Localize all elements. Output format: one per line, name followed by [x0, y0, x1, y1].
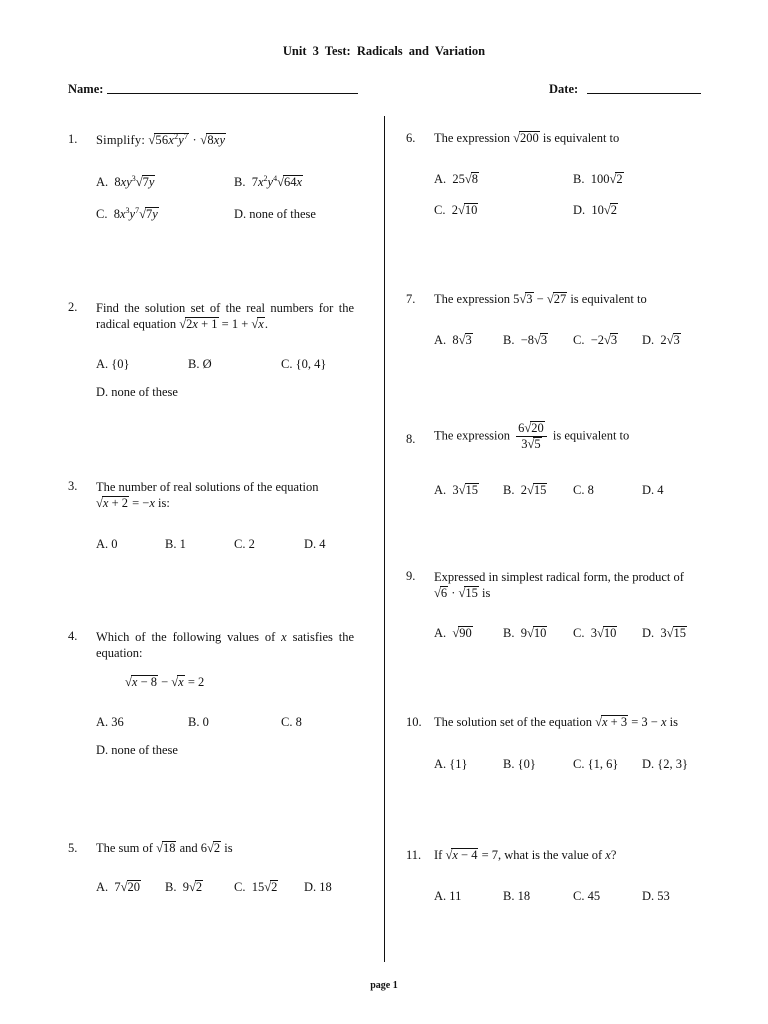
q3-option-a[interactable]: A. 0 [96, 537, 118, 551]
column-divider [384, 116, 385, 962]
q11-option-a[interactable]: A. 11 [434, 889, 462, 903]
q8-option-d[interactable]: D. 4 [642, 483, 664, 497]
q7-option-d[interactable]: D. 2√3 [642, 333, 680, 347]
q10-text: The solution set of the equation √x + 3 = 3 − x is [434, 715, 678, 729]
q10-option-c[interactable]: C. {1, 6} [573, 757, 619, 771]
q9-text: Expressed in simplest radical form, the product of √6 · √15 is [434, 570, 684, 600]
q7-option-a[interactable]: A. 8√3 [434, 333, 472, 347]
q4-option-b[interactable]: B. 0 [188, 715, 209, 729]
q10-option-d[interactable]: D. {2, 3} [642, 757, 689, 771]
q4-option-c[interactable]: C. 8 [281, 715, 302, 729]
q6-text: The expression √200 is equivalent to [434, 131, 620, 145]
q7-option-b[interactable]: B. −8√3 [503, 333, 548, 347]
q3-option-d[interactable]: D. 4 [304, 537, 326, 551]
q10-option-a[interactable]: A. {1} [434, 757, 468, 771]
q6-option-d[interactable]: D. 10√2 [573, 203, 618, 217]
q2-option-b[interactable]: B. Ø [188, 357, 212, 371]
q4-number: 4. [68, 629, 78, 643]
q2-number: 2. [68, 300, 78, 314]
q10-number: 10. [406, 715, 422, 729]
q7-number: 7. [406, 292, 416, 306]
q5-option-c[interactable]: C. 15√2 [234, 880, 278, 894]
q9-option-b[interactable]: B. 9√10 [503, 626, 547, 640]
q2-text: Find the solution set of the real numbers for the radical equation √2x + 1 = 1 + √x. [96, 301, 354, 331]
q3-number: 3. [68, 479, 78, 493]
q1-number: 1. [68, 132, 78, 146]
q7-text: The expression 5√3 − √27 is equivalent to [434, 292, 647, 306]
q8-number: 8. [406, 432, 416, 446]
q5-text: The sum of √18 and 6√2 is [96, 841, 233, 855]
q8-option-a[interactable]: A. 3√15 [434, 483, 479, 497]
q1-option-c[interactable]: C. $8x^3y^7√7y$ [96, 205, 158, 221]
q11-number: 11. [406, 848, 422, 862]
q1-text: Simplify: $√56x^2y^7 \cdot √8xy$ [96, 131, 226, 147]
q9-option-c[interactable]: C. 3√10 [573, 626, 617, 640]
q5-option-b[interactable]: B. 9√2 [165, 880, 203, 894]
q8-option-c[interactable]: C. 8 [573, 483, 594, 497]
q3-option-c[interactable]: C. 2 [234, 537, 255, 551]
q1-option-a[interactable]: A. $8xy^3√7y$ [96, 173, 155, 189]
name-line[interactable] [107, 93, 358, 94]
q9-option-d[interactable]: D. 3√15 [642, 626, 687, 640]
q2-option-c[interactable]: C. {0, 4} [281, 357, 327, 371]
q3-text: The number of real solutions of the equation √x + 2 = −x is: [96, 480, 319, 510]
q10-option-b[interactable]: B. {0} [503, 757, 536, 771]
date-line[interactable] [587, 93, 701, 94]
q2-option-d[interactable]: D. none of these [96, 385, 178, 399]
q5-option-d[interactable]: D. 18 [304, 880, 332, 894]
q4-option-a[interactable]: A. 36 [96, 715, 124, 729]
q4-text: Which of the following values of x satisfies the equation: [96, 630, 355, 660]
q7-option-c[interactable]: C. −2√3 [573, 333, 618, 347]
page-title: Unit 3 Test: Radicals and Variation [282, 44, 486, 58]
date-label: Date: [549, 82, 579, 96]
q8-option-b[interactable]: B. 2√15 [503, 483, 547, 497]
q11-option-c[interactable]: C. 45 [573, 889, 601, 903]
q2-option-a[interactable]: A. {0} [96, 357, 130, 371]
q9-option-a[interactable]: A. √90 [434, 626, 472, 640]
q9-number: 9. [406, 569, 416, 583]
q8-fraction: $\frac{6√20}{3√5}$ [516, 421, 547, 452]
q6-option-a[interactable]: A. 25√8 [434, 172, 479, 186]
q4-option-d[interactable]: D. none of these [96, 743, 178, 757]
q5-number: 5. [68, 841, 78, 855]
q6-option-c[interactable]: C. 2√10 [434, 203, 478, 217]
q8-text: The expression $\frac{6√20}{3√5}$ is equivalent to [434, 421, 630, 451]
q11-option-d[interactable]: D. 53 [642, 889, 670, 903]
q1-option-d[interactable]: D. none of these [234, 207, 316, 221]
q4-equation: √x − 8 − √x = 2 [125, 675, 205, 689]
page-footer: page 1 [370, 980, 398, 991]
q5-option-a[interactable]: A. 7√20 [96, 880, 141, 894]
name-label: Name: [68, 82, 104, 96]
q11-text: If √x − 4 = 7, what is the value of x? [434, 848, 617, 862]
q3-option-b[interactable]: B. 1 [165, 537, 186, 551]
q11-option-b[interactable]: B. 18 [503, 889, 531, 903]
q6-number: 6. [406, 131, 416, 145]
q1-option-b[interactable]: B. $7x^2y^4√64x$ [234, 173, 303, 189]
q6-option-b[interactable]: B. 100√2 [573, 172, 623, 186]
